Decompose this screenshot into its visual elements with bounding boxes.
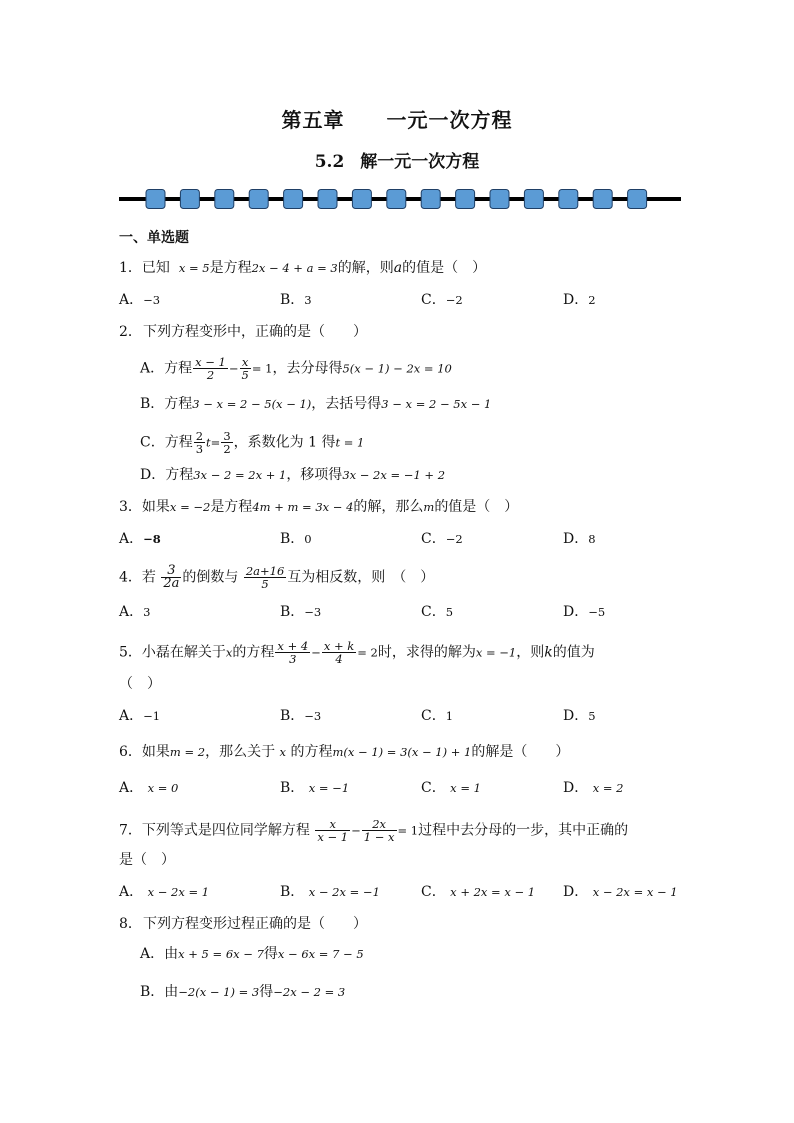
q1-option-b[interactable]: B．3 xyxy=(280,292,312,308)
divider-bead xyxy=(421,190,440,209)
q6-option-a[interactable]: A． x = 0 xyxy=(119,780,179,796)
question-4: 4．若 $\frac{3}{2a}$ 的倒数与 $\frac{2a+16}{5}$ 互为相反数，则 （ ） xyxy=(119,563,435,591)
q3-option-c[interactable]: C．−2 xyxy=(421,531,463,547)
q3-option-b[interactable]: B．0 xyxy=(280,531,312,547)
divider-bead xyxy=(628,190,647,209)
divider-bead xyxy=(215,190,234,209)
q3-option-a[interactable]: A．−8 xyxy=(119,531,161,547)
divider-bead xyxy=(456,190,475,209)
question-8-number: 8． xyxy=(119,916,142,932)
part-heading: 一、单选题 xyxy=(119,230,189,246)
q3-option-d[interactable]: D．8 xyxy=(563,531,596,547)
divider-bead xyxy=(559,190,578,209)
section-name: 解一元一次方程 xyxy=(360,152,480,172)
q8-option-b[interactable]: B．由−2(x − 1) = 3得−2x − 2 = 3 xyxy=(140,984,346,1000)
divider-bead xyxy=(524,190,543,209)
divider-bead xyxy=(593,190,612,209)
q8-option-a[interactable]: A．由x + 5 = 6x − 7得x − 6x = 7 − 5 xyxy=(140,946,364,962)
q2-option-a[interactable]: A．方程 $\frac{x - 1}{2}$ − $\frac{x}{5}$ = 1，去分母得5(x − 1) − 2x = 10 xyxy=(140,355,452,382)
q5-option-a[interactable]: A．−1 xyxy=(119,708,161,724)
question-2: 下列方程变形中，正确的是（ ） xyxy=(143,324,367,340)
q2-option-d[interactable]: D．方程3x − 2 = 2x + 1，移项得3x − 2x = −1 + 2 xyxy=(140,467,446,483)
chapter-name: 一元一次方程 xyxy=(386,108,513,132)
q1-option-a[interactable]: A．−3 xyxy=(119,292,161,308)
chapter-title xyxy=(0,104,794,133)
q5-option-d[interactable]: D．5 xyxy=(563,708,596,724)
q1-option-d[interactable]: D．2 xyxy=(563,292,596,308)
question-7-cont: 是（ ） xyxy=(119,852,175,868)
divider-bead xyxy=(146,190,165,209)
q4-option-a[interactable]: A．3 xyxy=(119,604,151,620)
q6-option-c[interactable]: C． x = 1 xyxy=(421,780,481,796)
question-3: 3．如果x = −2是方程4m + m = 3x − 4的解，那么m的值是（ ） xyxy=(119,499,519,515)
divider-bead xyxy=(352,190,371,209)
chapter-number: 第五章 xyxy=(281,108,345,132)
q6-option-d[interactable]: D． x = 2 xyxy=(563,780,624,796)
q7-option-b[interactable]: B． x − 2x = −1 xyxy=(280,884,380,900)
question-6: 6．如果m = 2，那么关于 x 的方程m(x − 1) = 3(x − 1) + 1的解是（ ） xyxy=(119,744,570,760)
divider-bead xyxy=(249,190,268,209)
q2-option-b[interactable]: B．方程3 − x = 2 − 5(x − 1)，去括号得3 − x = 2 − 5x − 1 xyxy=(140,396,492,412)
q5-option-b[interactable]: B．−3 xyxy=(280,708,322,724)
q7-option-c[interactable]: C． x + 2x = x − 1 xyxy=(421,884,536,900)
divider-bead xyxy=(490,190,509,209)
section-number: 5.2 xyxy=(314,152,345,172)
question-5-blank: （ ） xyxy=(119,676,161,692)
q5-option-c[interactable]: C．1 xyxy=(421,708,454,724)
q2-option-c[interactable]: C．方程 $\frac{2}{3}$ t= $\frac{3}{2}$ ，系数化为 1 得t = 1 xyxy=(140,429,365,456)
section-title xyxy=(0,147,794,172)
divider-bead xyxy=(318,190,337,209)
divider-bead xyxy=(180,190,199,209)
question-2-number: 2． xyxy=(119,324,142,340)
question-7: 7．下列等式是四位同学解方程 $\frac{x}{x - 1}$ − $\frac{2x}{1 - x}$ = 1过程中去分母的一步，其中正确的 xyxy=(119,817,629,844)
bead-divider xyxy=(119,188,681,210)
q6-option-b[interactable]: B． x = −1 xyxy=(280,780,350,796)
q4-option-b[interactable]: B．−3 xyxy=(280,604,322,620)
q4-option-d[interactable]: D．−5 xyxy=(563,604,606,620)
q1-option-c[interactable]: C．−2 xyxy=(421,292,463,308)
q7-option-a[interactable]: A． x − 2x = 1 xyxy=(119,884,210,900)
q4-option-c[interactable]: C．5 xyxy=(421,604,454,620)
divider-bead xyxy=(387,190,406,209)
divider-bead xyxy=(284,190,303,209)
question-1: 1．已知 x = 5是方程2x − 4 + a = 3的解，则a的值是（ ） xyxy=(119,260,487,276)
question-5: 5．小磊在解关于x的方程 $\frac{x + 4}{3}$ − $\frac{x + k}{4}$ = 2时，求得的解为x = −1，则k的值为 xyxy=(119,639,595,666)
q7-option-d[interactable]: D． x − 2x = x − 1 xyxy=(563,884,678,900)
question-8: 下列方程变形过程正确的是（ ） xyxy=(143,916,367,932)
